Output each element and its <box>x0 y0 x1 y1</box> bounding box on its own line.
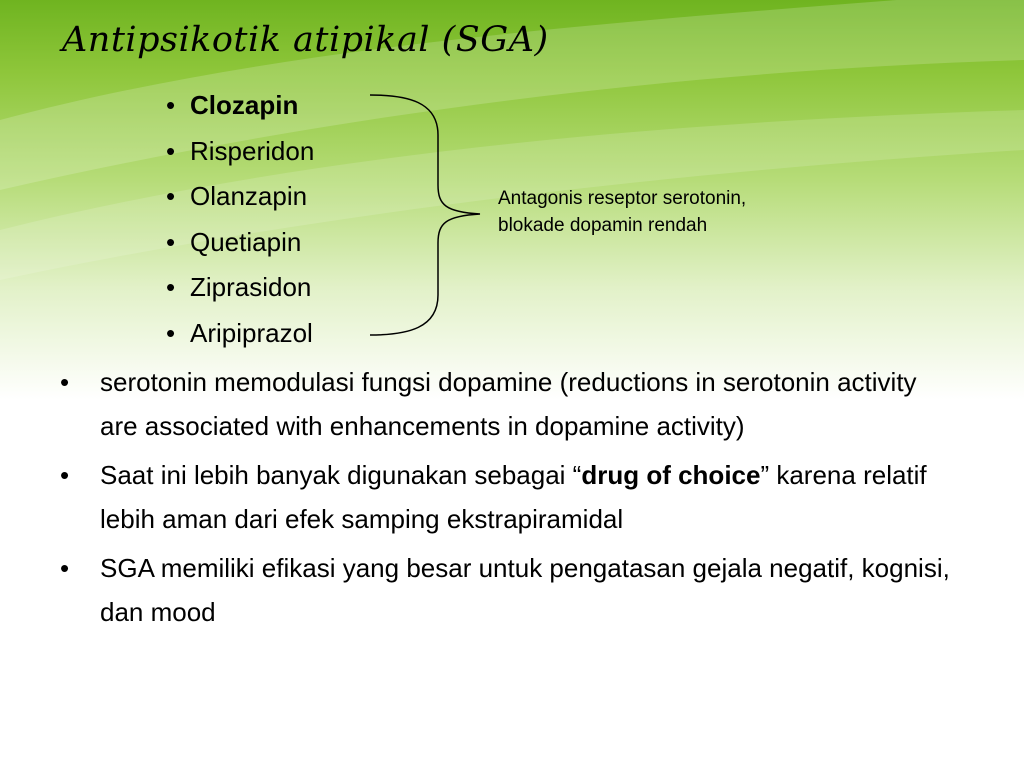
curly-brace-shape <box>368 90 488 340</box>
bullet-text-start: Saat ini lebih banyak digunakan sebagai “ <box>100 460 582 490</box>
bullet-marker: • <box>166 317 176 348</box>
drug-name: Aripiprazol <box>190 317 313 348</box>
bullet-text-end: ” karena relatif lebih aman dari efek samping ekstrapiramidal <box>100 460 927 534</box>
drug-name: Quetiapin <box>190 226 302 257</box>
drug-list <box>166 83 314 356</box>
bullet-marker: • <box>60 553 70 583</box>
annotation-line-2: blokade dopamin rendah <box>498 215 708 236</box>
bullet-marker: • <box>60 460 70 490</box>
slide-title: Antipsikotik atipikal (SGA) <box>62 20 549 60</box>
bullet-marker: • <box>166 226 176 257</box>
drug-item-ziprasidon <box>166 265 314 311</box>
drug-item-risperidon <box>166 129 314 175</box>
bullet-text: SGA memiliki efikasi yang besar untuk pengatasan gejala negatif, kognisi, dan mood <box>100 553 950 627</box>
drug-name: Clozapin <box>190 90 299 120</box>
annotation-line-1: Antagonis reseptor serotonin, <box>498 188 747 209</box>
drug-name: Olanzapin <box>190 181 308 211</box>
drug-name: Ziprasidon <box>190 272 312 302</box>
bullet-marker: • <box>60 367 70 397</box>
bullet-marker: • <box>166 181 176 211</box>
drug-name: Risperidon <box>190 135 315 166</box>
drug-item-aripiprazol <box>166 311 314 357</box>
bullet-point-efficacy <box>60 546 960 634</box>
brace-annotation <box>498 185 746 239</box>
drug-item-quetiapin <box>166 220 314 266</box>
bullet-text-emphasis: drug of choice <box>581 460 761 490</box>
main-bullet-list <box>60 360 960 639</box>
bullet-point-serotonin <box>60 360 960 448</box>
bullet-point-drug-of-choice <box>60 453 960 541</box>
drug-item-clozapin <box>166 83 314 129</box>
bullet-marker: • <box>166 90 176 120</box>
bullet-marker: • <box>166 272 176 302</box>
bullet-marker: • <box>166 135 176 166</box>
drug-item-olanzapin <box>166 174 314 220</box>
bullet-text: serotonin memodulasi fungsi dopamine (reductions in serotonin activity are associated with enhancements in dopamine activity) <box>100 367 917 441</box>
